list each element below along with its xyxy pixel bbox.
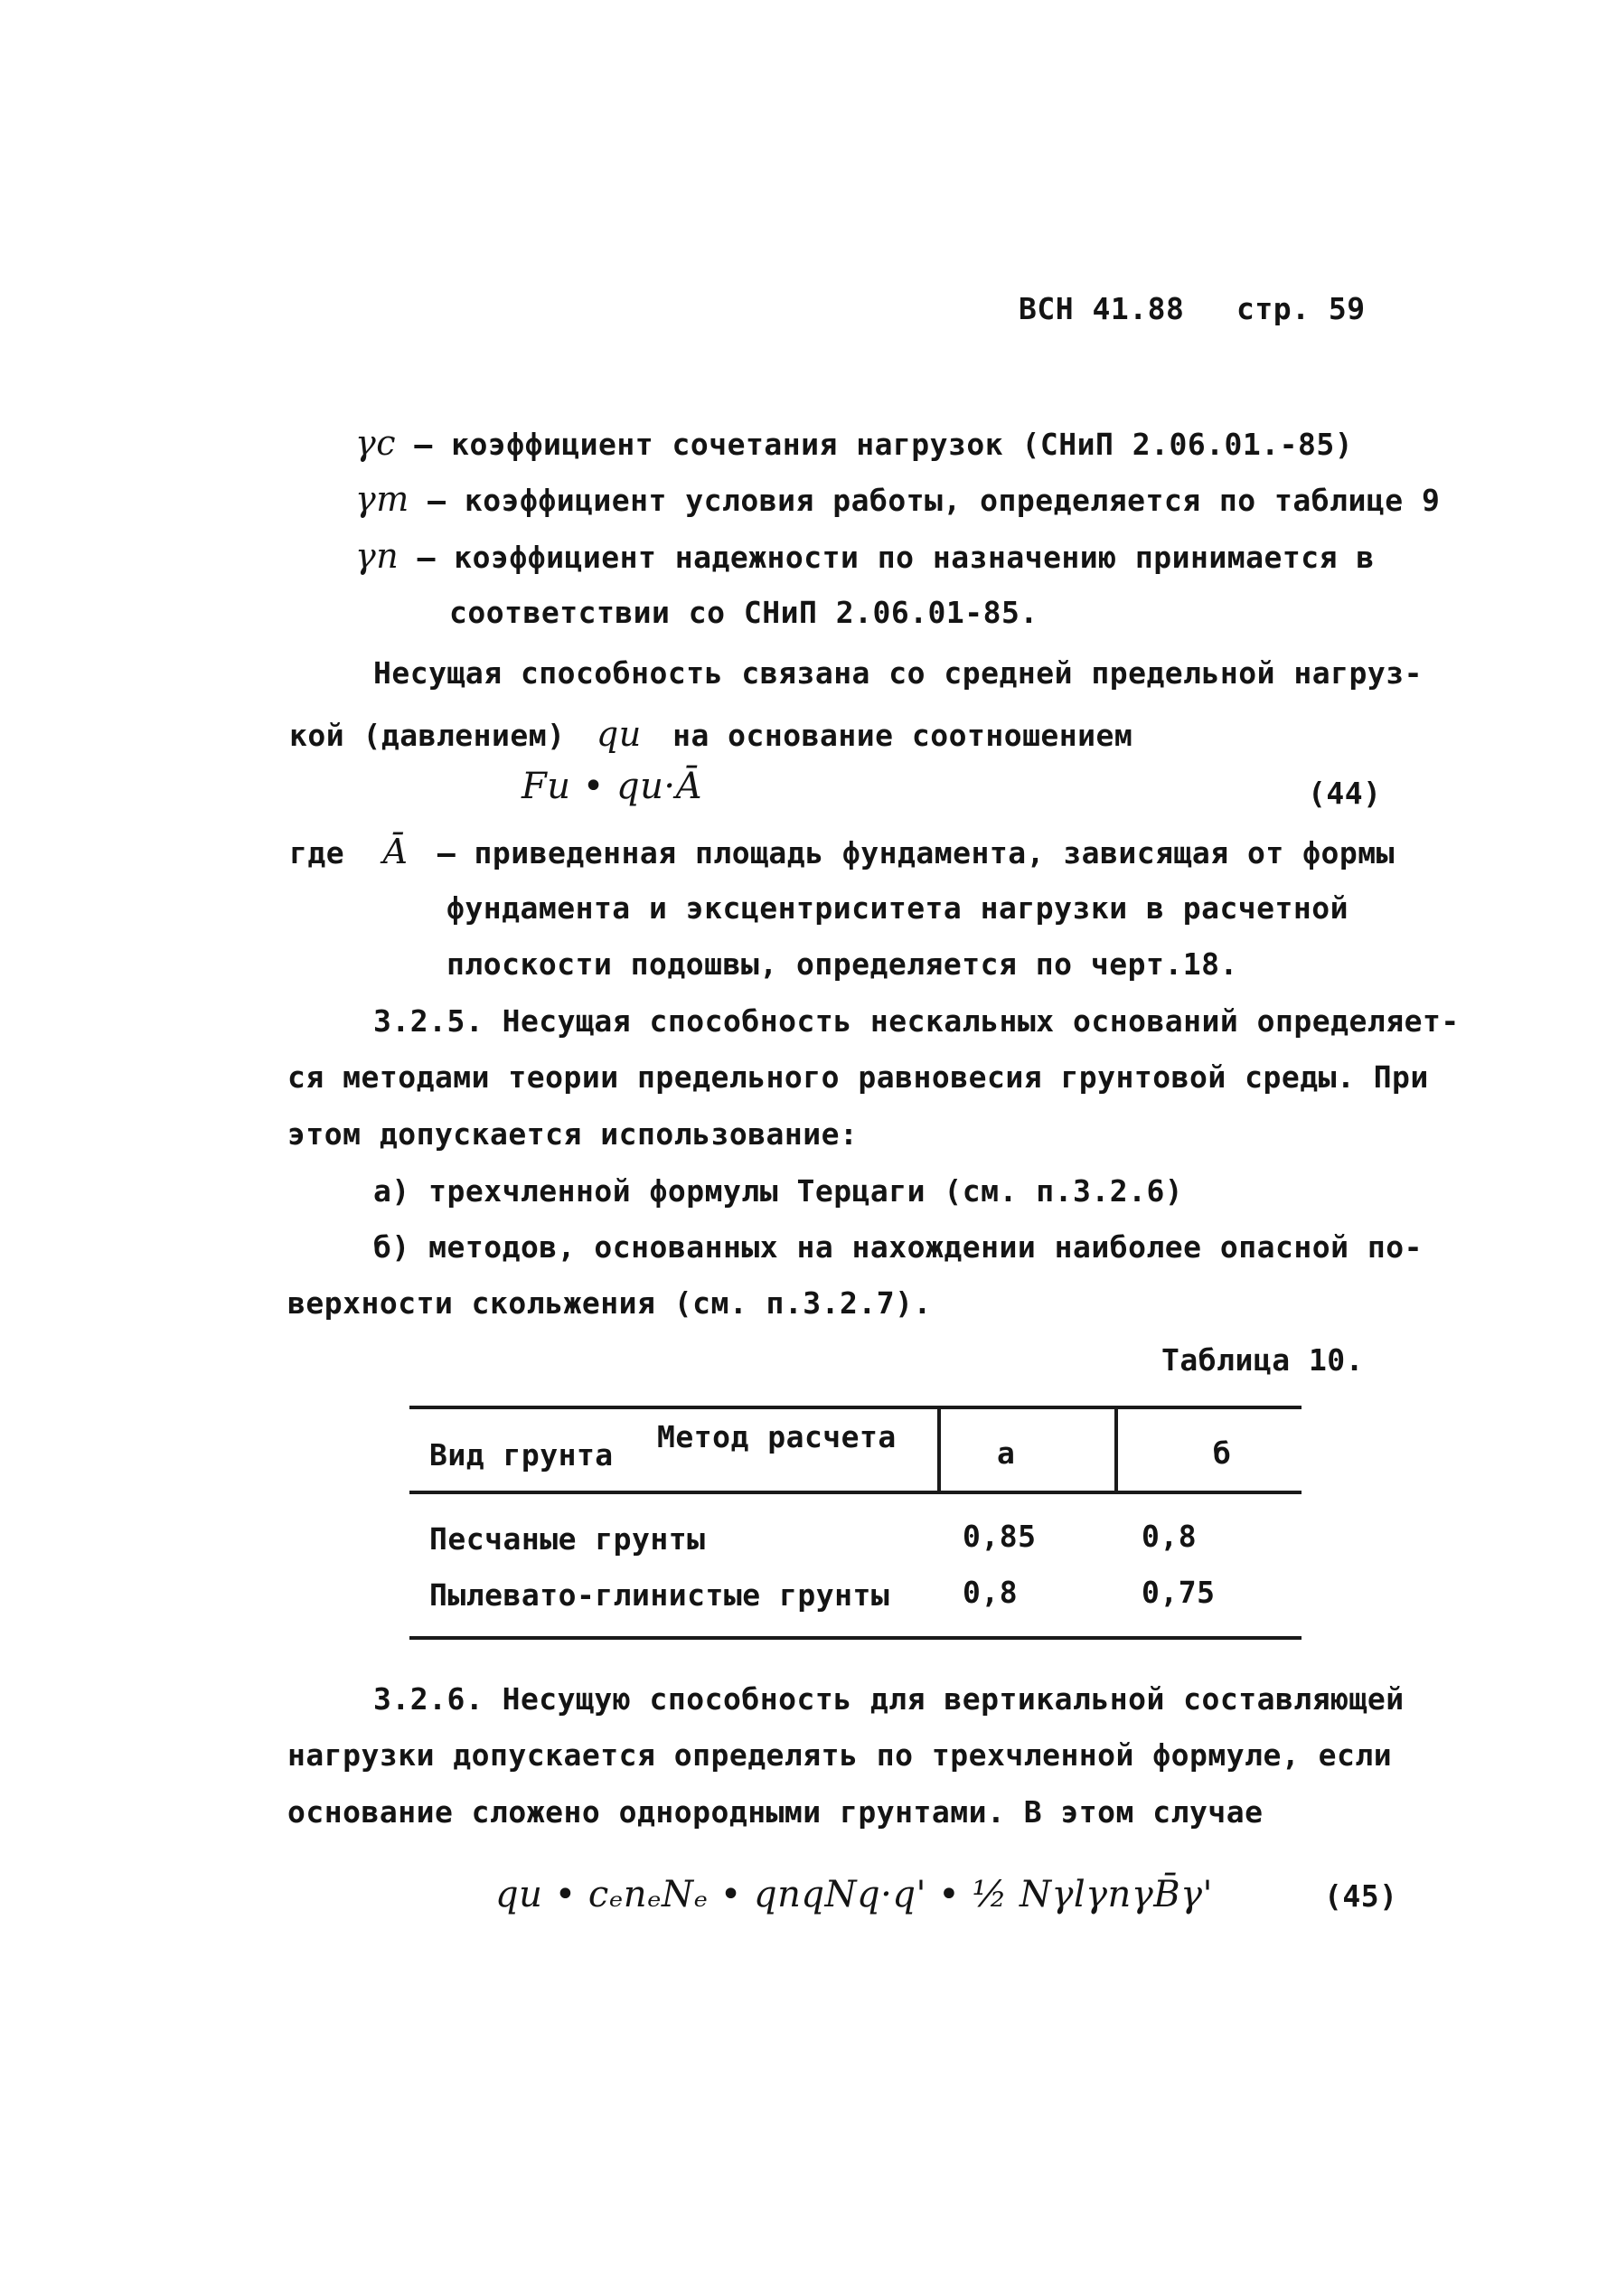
definition-gamma-n: [355, 536, 1375, 576]
text: кой (давлением): [289, 718, 566, 753]
text: где: [289, 835, 345, 870]
definition-gamma-c: [355, 423, 1353, 463]
definition-text: – коэффициент условия работы, определяется по таблице 9: [428, 483, 1441, 518]
section-3-2-5-line: этом допускается использование:: [287, 1116, 859, 1152]
table-column-divider: [937, 1407, 941, 1491]
table-cell: 0,85: [963, 1519, 1037, 1554]
table-column-divider: [1114, 1407, 1118, 1491]
symbol: γc: [355, 423, 396, 463]
document-code: ВСН 41.88: [1019, 291, 1185, 326]
where-line: фундамента и эксцентриситета нагрузки в расчетной: [446, 890, 1349, 926]
table-header-col-a: а: [997, 1435, 1016, 1471]
formula-44-number: (44): [1308, 776, 1382, 811]
formula-44: Fu • qu·Ā: [522, 766, 703, 807]
definition-text: – коэффициент надежности по назначению принимается в: [417, 540, 1375, 575]
symbol: γm: [355, 479, 409, 519]
section-3-2-6-line: нагрузки допускается определять по трехчленной формуле, если: [287, 1737, 1393, 1773]
section-3-2-5-line: 3.2.5. Несущая способность нескальных оснований определяет-: [373, 1003, 1460, 1039]
table-caption: Таблица 10.: [1161, 1342, 1365, 1378]
formula-45-number: (45): [1324, 1878, 1398, 1914]
section-3-2-6-line: основание сложено однородными грунтами. В этом случае: [287, 1794, 1264, 1830]
table-header-rule: [409, 1491, 1302, 1494]
table-header-method: Метод расчета: [657, 1419, 897, 1454]
list-item-b-continuation: верхности скольжения (см. п.3.2.7).: [287, 1285, 932, 1321]
definition-continuation: соответствии со СНиП 2.06.01-85.: [449, 595, 1038, 630]
table-cell: 0,8: [963, 1575, 1019, 1610]
paragraph-line: [289, 714, 1132, 754]
table-cell: 0,8: [1142, 1519, 1198, 1554]
formula-45: qu • cₑnₑNₑ • qnqNq·q' • ½ NγlγnγB̄γ': [495, 1874, 1214, 1915]
symbol-a-bar: Ā: [382, 832, 409, 871]
table-header-row-label: Вид грунта: [429, 1437, 614, 1473]
text: на основание соотношением: [672, 718, 1133, 753]
list-item-b: б) методов, основанных на нахождении наиболее опасной по-: [373, 1229, 1423, 1265]
text: – приведенная площадь фундамента, зависящая от формы: [437, 835, 1395, 870]
table-bottom-rule: [409, 1636, 1302, 1640]
paragraph-line: Несущая способность связана со средней предельной нагруз-: [373, 655, 1423, 691]
symbol-qu: qu: [596, 714, 642, 754]
table-cell: 0,75: [1142, 1575, 1216, 1610]
section-3-2-6-line: 3.2.6. Несущую способность для вертикальной составляющей: [373, 1681, 1405, 1717]
table-row-label: Песчаные грунты: [429, 1521, 706, 1557]
definition-text: – коэффициент сочетания нагрузок (СНиП 2.06.01.-85): [414, 427, 1354, 462]
section-3-2-5-line: ся методами теории предельного равновесия грунтовой среды. При: [287, 1059, 1429, 1095]
table-header-col-b: б: [1213, 1435, 1232, 1471]
table-top-rule: [409, 1406, 1302, 1409]
page-number: стр. 59: [1236, 291, 1366, 326]
definition-gamma-m: [355, 479, 1440, 519]
where-line: [289, 832, 1395, 871]
where-line: плоскости подошвы, определяется по черт.18.: [446, 946, 1238, 982]
table-row-label: Пылевато-глинистые грунты: [429, 1577, 890, 1613]
list-item-a: а) трехчленной формулы Терцаги (см. п.3.2.6): [373, 1173, 1184, 1209]
symbol: γn: [355, 536, 399, 576]
